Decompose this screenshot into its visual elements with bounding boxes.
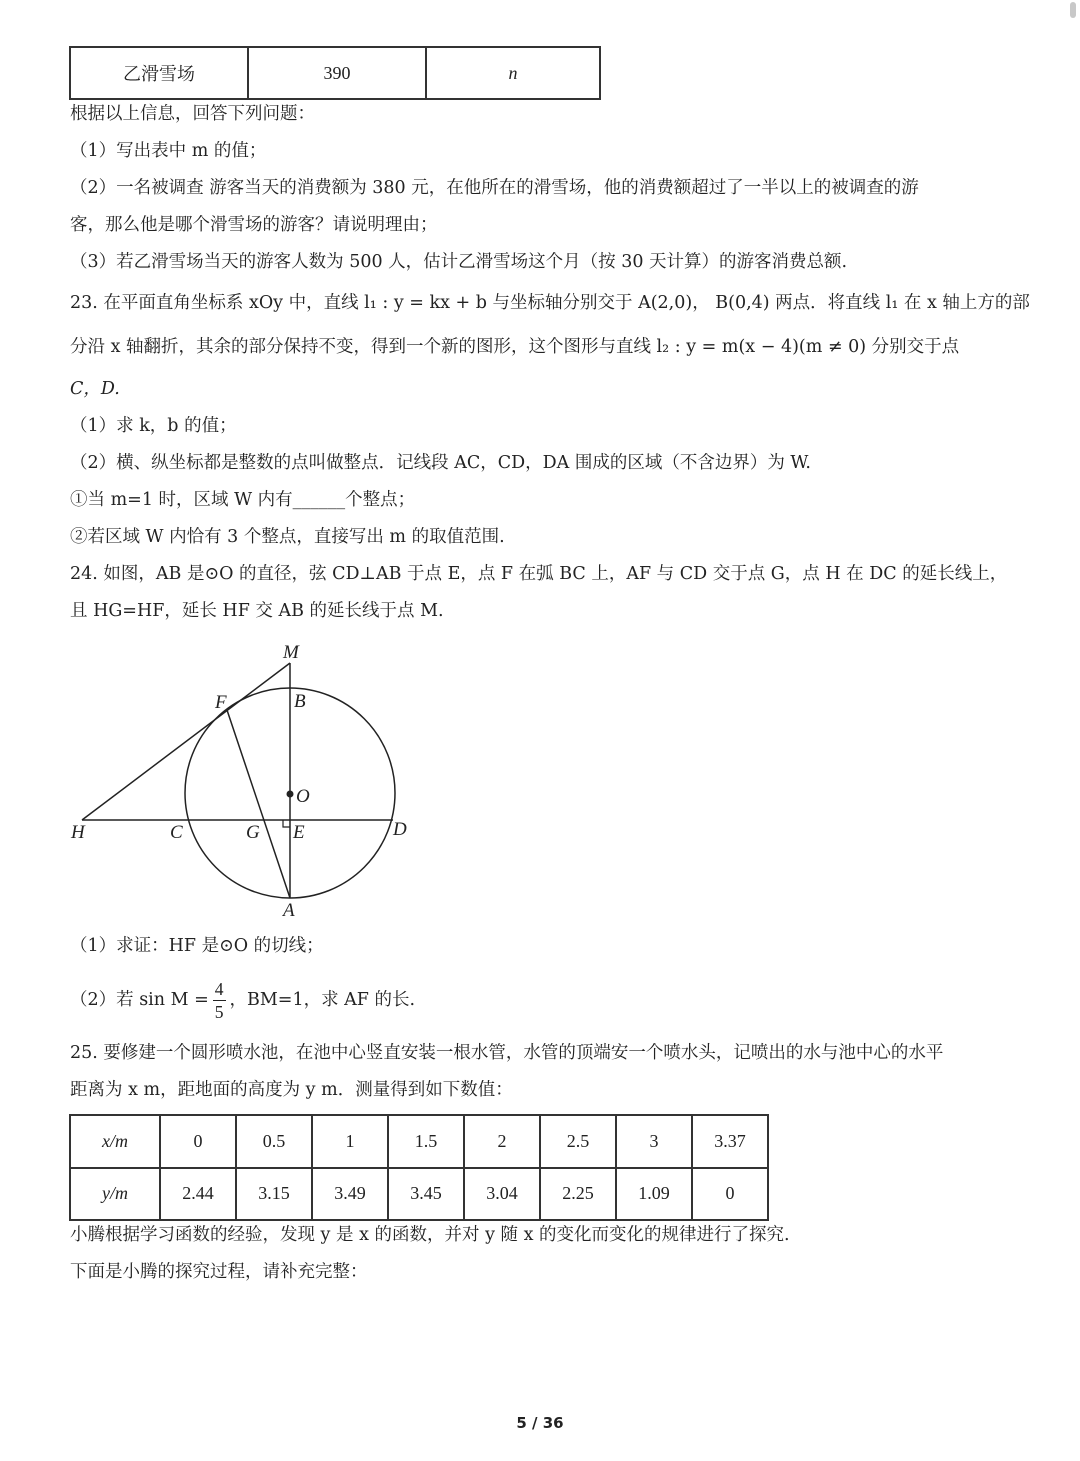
label-f: F (215, 692, 227, 713)
text-line: 客，那么他是哪个滑雪场的游客？请说明理由； (70, 215, 438, 235)
text-line: （1）写出表中 m 的值； (70, 141, 267, 161)
table-cell: 2.5 (540, 1115, 616, 1168)
page-number: 5 / 36 (516, 1414, 564, 1432)
line-fa (227, 710, 290, 898)
label-e: E (293, 822, 305, 843)
label-h: H (71, 822, 85, 843)
data-table (69, 1114, 769, 1221)
text-line: C，D. (70, 379, 120, 399)
question-24: 24. 如图，AB 是⊙O 的直径，弦 CD⊥AB 于点 E，点 F 在弧 BC 上，AF 与 CD 交于点 G，点 H 在 DC 的延长线上， (70, 564, 1008, 584)
table-cell: 390 (248, 47, 426, 99)
table-cell: 2.25 (540, 1168, 616, 1221)
table-cell: n (426, 47, 600, 99)
text-span: （2）若 sin M = (70, 990, 209, 1010)
text-line: 且 HG=HF，延长 HF 交 AB 的延长线于点 M. (70, 601, 444, 621)
label-g: G (246, 822, 260, 843)
table-cell: 2.44 (160, 1168, 236, 1221)
table-cell: 0 (160, 1115, 236, 1168)
text-line: （1）求证：HF 是⊙O 的切线； (70, 936, 324, 956)
text-line: （1）求 k，b 的值； (70, 416, 237, 436)
text-span: ，BM=1，求 AF 的长. (229, 990, 416, 1010)
label-a: A (283, 900, 295, 921)
label-d: D (393, 819, 407, 840)
fraction (213, 978, 226, 1023)
table-header: x/m (70, 1115, 160, 1168)
numerator: 4 (214, 979, 224, 999)
table-cell: 0 (692, 1168, 768, 1221)
text-line: ①当 m=1 时，区域 W 内有______个整点； (70, 490, 416, 510)
table-cell: 1 (312, 1115, 388, 1168)
right-angle-mark (283, 820, 290, 827)
table-header: y/m (70, 1168, 160, 1221)
table-cell: 3.45 (388, 1168, 464, 1221)
table-row (70, 1168, 768, 1221)
text-line: （2）一名被调查 游客当天的消费额为 380 元，在他所在的滑雪场，他的消费额超过了一半以上的被调查的游 (70, 178, 919, 198)
text-line: 下面是小腾的探究过程，请补充完整： (70, 1262, 368, 1282)
label-o: O (296, 786, 310, 807)
table-cell: 3 (616, 1115, 692, 1168)
text-line: 距离为 x m，距地面的高度为 y m．测量得到如下数值： (70, 1080, 513, 1100)
text-line: （3）若乙滑雪场当天的游客人数为 500 人，估计乙滑雪场这个月（按 30 天计算）的游客消费总额. (70, 252, 848, 272)
text-line: 小腾根据学习函数的经验，发现 y 是 x 的函数，并对 y 随 x 的变化而变化的规律进行了探究. (70, 1225, 790, 1245)
label-m: M (283, 642, 299, 663)
table-row (70, 1115, 768, 1168)
table-cell: 3.49 (312, 1168, 388, 1221)
label-b: B (294, 691, 306, 712)
center-point (287, 791, 294, 798)
table-cell: 1.5 (388, 1115, 464, 1168)
line-hm (82, 663, 290, 820)
table-cell: 乙滑雪场 (70, 47, 248, 99)
text-line: 根据以上信息，回答下列问题： (70, 104, 315, 124)
denominator: 5 (214, 1002, 224, 1022)
text-line: ②若区域 W 内恰有 3 个整点，直接写出 m 的取值范围. (70, 527, 505, 547)
table-cell: 3.15 (236, 1168, 312, 1221)
question-23: 23. 在平面直角坐标系 xOy 中，直线 l₁ : y = kx + b 与坐标轴分别交于 A(2,0)， B(0,4) 两点．将直线 l₁ 在 x 轴上方的部 (70, 293, 1030, 313)
table-cell: 3.37 (692, 1115, 768, 1168)
text-line: （2）横、纵坐标都是整数的点叫做整点．记线段 AC，CD，DA 围成的区域（不含边界）为 W. (70, 453, 811, 473)
question-25: 25. 要修建一个圆形喷水池，在池中心竖直安装一根水管，水管的顶端安一个喷水头，记喷出的水与池中心的水平 (70, 1043, 944, 1063)
text-line (70, 975, 415, 1025)
label-c: C (170, 822, 183, 843)
text-line: 分沿 x 轴翻折，其余的部分保持不变，得到一个新的图形，这个图形与直线 l₂ : y = m(x − 4)(m ≠ 0) 分别交于点 (70, 337, 960, 357)
table-cell: 0.5 (236, 1115, 312, 1168)
table-cell: 3.04 (464, 1168, 540, 1221)
table-cell: 1.09 (616, 1168, 692, 1221)
table-cell: 2 (464, 1115, 540, 1168)
